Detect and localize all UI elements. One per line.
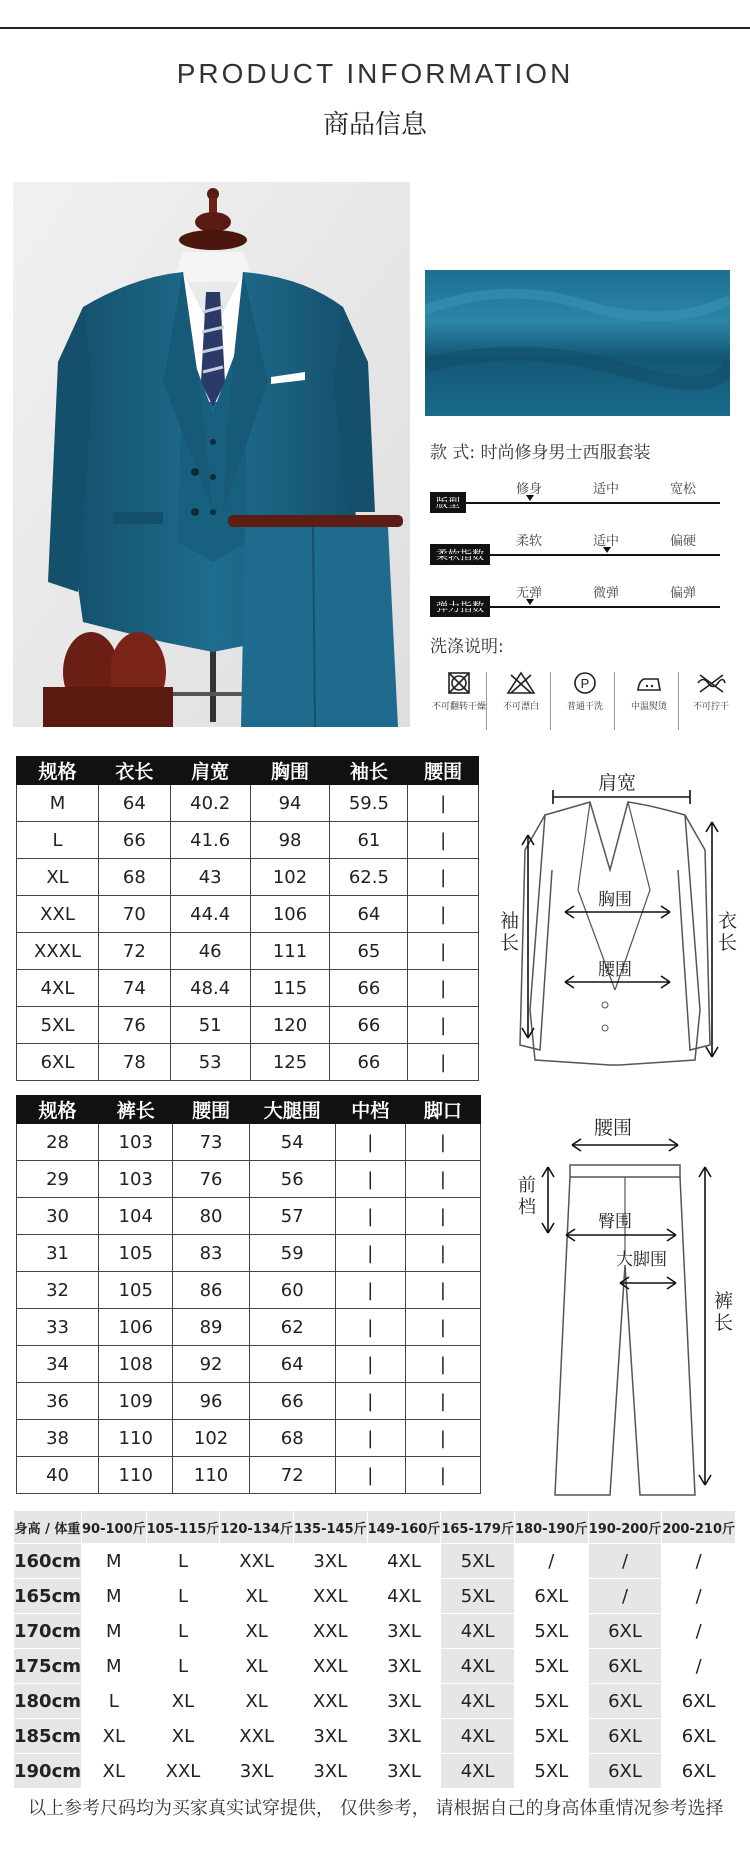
table-cell: 105 (99, 1235, 173, 1272)
table-row (17, 1309, 481, 1346)
table-cell: XL (17, 859, 99, 896)
table-cell: 102 (250, 859, 330, 896)
table-cell: 103 (99, 1161, 173, 1198)
table-cell: 6XL (588, 1614, 662, 1649)
column-header: 肩宽 (170, 757, 250, 785)
table-cell: 4XL (17, 970, 99, 1007)
table-cell: | (335, 1198, 405, 1235)
table-cell: 110 (99, 1457, 173, 1494)
table-row (17, 1272, 481, 1309)
product-photo (13, 182, 410, 727)
meter-selected-marker (526, 599, 534, 605)
column-header: 规格 (17, 757, 99, 785)
meter-option: 适中 (593, 534, 620, 549)
table-cell: | (405, 1420, 480, 1457)
table-cell: / (662, 1614, 736, 1649)
table-cell: 6XL (588, 1649, 662, 1684)
table-cell: 74 (99, 970, 171, 1007)
column-header: 胸围 (250, 757, 330, 785)
table-cell: XXL (220, 1719, 294, 1754)
table-cell: | (335, 1383, 405, 1420)
table-row (17, 896, 479, 933)
table-cell: / (662, 1649, 736, 1684)
table-cell: 5XL (441, 1544, 515, 1579)
wash-label: 不可漂白 (502, 702, 539, 712)
meter-option: 微弹 (593, 586, 620, 601)
column-header: 90-100斤 (82, 1511, 147, 1544)
product-info (430, 438, 740, 463)
table-cell: M (17, 785, 99, 822)
table-cell: 6XL (17, 1044, 99, 1081)
waist-label: 腰围 (598, 960, 632, 980)
table-cell: 4XL (441, 1754, 515, 1789)
table-cell: XXL (293, 1684, 367, 1719)
table-cell: 4XL (441, 1719, 515, 1754)
row-header: 180cm (14, 1684, 82, 1719)
table-cell: | (408, 1044, 479, 1081)
table-cell: / (662, 1579, 736, 1614)
wash-item (680, 670, 742, 713)
table-cell: 28 (17, 1124, 99, 1161)
row-header: 185cm (14, 1719, 82, 1754)
column-header: 衣长 (99, 757, 171, 785)
column-header: 149-160斤 (367, 1511, 441, 1544)
table-row (17, 822, 479, 859)
table-cell: 6XL (514, 1579, 588, 1614)
style-value: 时尚修身男士西服套装 (480, 443, 651, 463)
table-row (17, 933, 479, 970)
table-cell: 48.4 (170, 970, 250, 1007)
wash-label: 不可拧干 (692, 702, 729, 712)
meter-line (430, 554, 720, 556)
table-cell: XL (220, 1649, 294, 1684)
table-cell: | (408, 1007, 479, 1044)
wash-instructions (428, 670, 740, 732)
table-cell: 3XL (367, 1719, 441, 1754)
table-cell: | (335, 1346, 405, 1383)
table-cell: M (82, 1544, 147, 1579)
table-cell: XXL (17, 896, 99, 933)
chest-label: 胸围 (598, 890, 632, 910)
column-header: 165-179斤 (441, 1511, 515, 1544)
table-cell: | (405, 1235, 480, 1272)
table-cell: 70 (99, 896, 171, 933)
table-cell: 76 (99, 1007, 171, 1044)
table-cell: 62.5 (330, 859, 408, 896)
table-cell: | (405, 1346, 480, 1383)
no-wring-icon (695, 670, 727, 696)
table-cell: | (408, 785, 479, 822)
meter-option: 偏硬 (670, 534, 697, 549)
sizing-note: 以上参考尺码均为买家真实试穿提供， 仅供参考， 请根据自己的身高体重情况参考选择 (28, 1798, 724, 1819)
wash-item (618, 670, 680, 713)
table-cell: XL (220, 1579, 294, 1614)
meter-selected-marker (603, 547, 611, 553)
wash-item (554, 670, 616, 713)
table-cell: 33 (17, 1309, 99, 1346)
table-cell: 5XL (441, 1579, 515, 1614)
table-cell: 92 (173, 1346, 249, 1383)
table-cell: 3XL (367, 1754, 441, 1789)
column-header: 105-115斤 (146, 1511, 220, 1544)
table-cell: XXL (220, 1544, 294, 1579)
table-cell: | (335, 1420, 405, 1457)
table-cell: 57 (249, 1198, 335, 1235)
table-cell: 66 (330, 1007, 408, 1044)
table-cell: 64 (99, 785, 171, 822)
jacket-diagram (490, 760, 740, 1070)
meter-option: 适中 (593, 482, 620, 497)
table-cell: / (588, 1579, 662, 1614)
table-cell: XL (82, 1719, 147, 1754)
pants-diagram (510, 1105, 740, 1500)
wash-label: 不可翻转干燥 (431, 702, 486, 712)
table-cell: 125 (250, 1044, 330, 1081)
table-cell: 86 (173, 1272, 249, 1309)
table-cell: L (17, 822, 99, 859)
column-header: 身高 / 体重 (14, 1511, 82, 1544)
height-weight-reference-table (13, 1510, 736, 1789)
table-header-row (17, 1096, 481, 1124)
column-header: 裤长 (99, 1096, 173, 1124)
table-cell: / (514, 1544, 588, 1579)
wash-label: 中温熨烫 (630, 702, 667, 712)
wash-separator (678, 672, 679, 730)
table-cell: 66 (99, 822, 171, 859)
table-cell: | (405, 1161, 480, 1198)
meter-option: 偏弹 (670, 586, 697, 601)
shoulder-label: 肩宽 (598, 772, 637, 794)
wash-separator (486, 672, 487, 730)
table-row (17, 859, 479, 896)
table-cell: M (82, 1649, 147, 1684)
table-cell: | (405, 1198, 480, 1235)
table-cell: 30 (17, 1198, 99, 1235)
table-cell: 41.6 (170, 822, 250, 859)
column-header: 规格 (17, 1096, 99, 1124)
table-cell: 6XL (588, 1684, 662, 1719)
table-cell: 106 (250, 896, 330, 933)
table-cell: 59 (249, 1235, 335, 1272)
table-cell: | (335, 1309, 405, 1346)
table-row (17, 1007, 479, 1044)
table-row (14, 1684, 736, 1719)
table-cell: 103 (99, 1124, 173, 1161)
column-header: 腰围 (408, 757, 479, 785)
style-label: 款 式: (430, 443, 476, 463)
table-cell: 80 (173, 1198, 249, 1235)
table-row (17, 1124, 481, 1161)
length-label: 衣长 (718, 910, 738, 954)
table-cell: | (408, 822, 479, 859)
table-cell: 5XL (17, 1007, 99, 1044)
table-cell: 40.2 (170, 785, 250, 822)
row-header: 175cm (14, 1649, 82, 1684)
table-row (14, 1719, 736, 1754)
table-cell: XXL (293, 1579, 367, 1614)
table-row (17, 1457, 481, 1494)
table-cell: 44.4 (170, 896, 250, 933)
table-cell: 66 (249, 1383, 335, 1420)
table-cell: M (82, 1579, 147, 1614)
page-title-en: PRODUCT INFORMATION (176, 58, 574, 89)
table-cell: XL (146, 1684, 220, 1719)
table-row (17, 1161, 481, 1198)
table-cell: L (146, 1614, 220, 1649)
table-header-row (14, 1511, 736, 1544)
table-cell: 56 (249, 1161, 335, 1198)
table-cell: 120 (250, 1007, 330, 1044)
jacket-size-table (16, 756, 479, 1081)
table-cell: 65 (330, 933, 408, 970)
table-cell: 31 (17, 1235, 99, 1272)
table-cell: 94 (250, 785, 330, 822)
table-cell: 53 (170, 1044, 250, 1081)
meter-option: 无弹 (516, 586, 543, 601)
table-cell: 106 (99, 1309, 173, 1346)
meter-option: 宽松 (670, 482, 697, 497)
table-row (14, 1614, 736, 1649)
table-row (17, 1383, 481, 1420)
meter-line (430, 606, 720, 608)
table-cell: 89 (173, 1309, 249, 1346)
table-cell: 6XL (588, 1754, 662, 1789)
table-cell: XL (82, 1754, 147, 1789)
table-cell: L (82, 1684, 147, 1719)
table-cell: 59.5 (330, 785, 408, 822)
table-cell: / (662, 1544, 736, 1579)
table-cell: 5XL (514, 1684, 588, 1719)
rise-label: 前档 (518, 1175, 536, 1218)
wash-separator (550, 672, 551, 730)
table-cell: 3XL (367, 1614, 441, 1649)
table-row (17, 785, 479, 822)
column-header: 180-190斤 (514, 1511, 588, 1544)
table-cell: 110 (173, 1457, 249, 1494)
table-cell: 3XL (293, 1754, 367, 1789)
table-cell: 3XL (367, 1684, 441, 1719)
table-cell: 61 (330, 822, 408, 859)
table-cell: 54 (249, 1124, 335, 1161)
table-cell: 108 (99, 1346, 173, 1383)
table-cell: 111 (250, 933, 330, 970)
column-header: 袖长 (330, 757, 408, 785)
row-header: 190cm (14, 1754, 82, 1789)
table-cell: 32 (17, 1272, 99, 1309)
table-cell: 115 (250, 970, 330, 1007)
table-cell: 36 (17, 1383, 99, 1420)
table-cell: 102 (173, 1420, 249, 1457)
table-cell: 105 (99, 1272, 173, 1309)
waist-label: 腰围 (594, 1117, 633, 1139)
column-header: 腰围 (173, 1096, 249, 1124)
table-cell: XL (146, 1719, 220, 1754)
table-row (14, 1754, 736, 1789)
table-cell: 5XL (514, 1614, 588, 1649)
length-label: 裤长 (714, 1290, 734, 1334)
table-cell: 46 (170, 933, 250, 970)
table-cell: 4XL (441, 1684, 515, 1719)
table-cell: 72 (99, 933, 171, 970)
table-cell: L (146, 1544, 220, 1579)
table-cell: | (335, 1161, 405, 1198)
table-cell: XXL (293, 1614, 367, 1649)
hip-label: 臀围 (598, 1212, 632, 1232)
thigh-label: 大脚围 (616, 1250, 667, 1270)
table-cell: 64 (249, 1346, 335, 1383)
table-row (17, 1420, 481, 1457)
table-cell: 3XL (293, 1544, 367, 1579)
table-row (17, 1044, 479, 1081)
table-row (14, 1579, 736, 1614)
table-cell: | (408, 859, 479, 896)
row-header: 160cm (14, 1544, 82, 1579)
table-cell: 51 (170, 1007, 250, 1044)
meter-softness (430, 530, 720, 570)
sleeve-label: 袖长 (500, 910, 520, 954)
meter-option: 柔软 (516, 534, 543, 549)
meters (430, 478, 730, 618)
fabric-swatch (425, 270, 730, 416)
table-cell: 98 (250, 822, 330, 859)
table-cell: 72 (249, 1457, 335, 1494)
table-cell: 5XL (514, 1719, 588, 1754)
table-cell: 4XL (367, 1544, 441, 1579)
column-header: 135-145斤 (293, 1511, 367, 1544)
table-cell: 40 (17, 1457, 99, 1494)
style-row (430, 438, 740, 463)
table-cell: 6XL (662, 1719, 736, 1754)
pants-outline-diagram (510, 1105, 740, 1500)
table-cell: 66 (330, 1044, 408, 1081)
column-header: 脚口 (405, 1096, 480, 1124)
column-header: 大腿围 (249, 1096, 335, 1124)
table-cell: L (146, 1579, 220, 1614)
table-cell: | (335, 1457, 405, 1494)
wash-item (490, 670, 552, 713)
table-cell: 29 (17, 1161, 99, 1198)
table-cell: 3XL (367, 1649, 441, 1684)
wash-title: 洗涤说明: (430, 637, 504, 657)
table-cell: 6XL (662, 1684, 736, 1719)
table-cell: | (405, 1457, 480, 1494)
iron-medium-icon (634, 670, 664, 696)
table-cell: 68 (249, 1420, 335, 1457)
table-cell: 6XL (588, 1719, 662, 1754)
table-row (14, 1544, 736, 1579)
table-cell: 96 (173, 1383, 249, 1420)
table-cell: | (408, 933, 479, 970)
table-row (17, 1198, 481, 1235)
table-cell: XXL (293, 1649, 367, 1684)
table-cell: 34 (17, 1346, 99, 1383)
no-tumble-dry-icon (446, 670, 472, 696)
table-cell: XXL (146, 1754, 220, 1789)
table-row (17, 970, 479, 1007)
meter-fit (430, 478, 720, 518)
table-cell: 60 (249, 1272, 335, 1309)
table-cell: 4XL (441, 1614, 515, 1649)
table-cell: | (408, 970, 479, 1007)
table-cell: 43 (170, 859, 250, 896)
table-cell: | (408, 896, 479, 933)
table-cell: | (335, 1235, 405, 1272)
wash-label: 普通干洗 (566, 702, 603, 712)
table-cell: 66 (330, 970, 408, 1007)
table-cell: 6XL (662, 1754, 736, 1789)
table-cell: | (405, 1272, 480, 1309)
table-cell: 5XL (514, 1649, 588, 1684)
table-row (17, 1235, 481, 1272)
row-header: 170cm (14, 1614, 82, 1649)
table-cell: 62 (249, 1309, 335, 1346)
table-cell: 83 (173, 1235, 249, 1272)
wash-separator (614, 672, 615, 730)
table-cell: 104 (99, 1198, 173, 1235)
no-bleach-icon (506, 670, 536, 696)
table-cell: 4XL (441, 1649, 515, 1684)
table-row (14, 1649, 736, 1684)
table-cell: 5XL (514, 1754, 588, 1789)
table-cell: 109 (99, 1383, 173, 1420)
top-divider (0, 27, 750, 29)
table-cell: 4XL (367, 1579, 441, 1614)
table-cell: 3XL (293, 1719, 367, 1754)
row-header: 165cm (14, 1579, 82, 1614)
meter-elasticity (430, 582, 720, 622)
table-cell: L (146, 1649, 220, 1684)
column-header: 200-210斤 (662, 1511, 736, 1544)
meter-option: 修身 (516, 482, 543, 497)
table-cell: 76 (173, 1161, 249, 1198)
table-cell: 78 (99, 1044, 171, 1081)
column-header: 120-134斤 (220, 1511, 294, 1544)
column-header: 190-200斤 (588, 1511, 662, 1544)
svg-text:P: P (580, 676, 590, 691)
table-cell: 110 (99, 1420, 173, 1457)
table-cell: | (405, 1383, 480, 1420)
table-header-row (17, 757, 479, 785)
table-cell: XL (220, 1614, 294, 1649)
table-cell: | (405, 1124, 480, 1161)
table-cell: | (405, 1309, 480, 1346)
column-header: 中档 (335, 1096, 405, 1124)
table-cell: 3XL (220, 1754, 294, 1789)
table-cell: M (82, 1614, 147, 1649)
table-cell: XXXL (17, 933, 99, 970)
table-cell: 38 (17, 1420, 99, 1457)
table-cell: / (588, 1544, 662, 1579)
wash-item (428, 670, 490, 713)
dry-clean-icon (572, 670, 598, 696)
table-cell: XL (220, 1684, 294, 1719)
jacket-outline-diagram (490, 760, 740, 1070)
table-cell: | (335, 1272, 405, 1309)
meter-selected-marker (526, 495, 534, 501)
table-cell: 73 (173, 1124, 249, 1161)
table-cell: 68 (99, 859, 171, 896)
page-title-cn: 商品信息 (322, 110, 427, 140)
table-cell: 64 (330, 896, 408, 933)
table-row (17, 1346, 481, 1383)
meter-line (430, 502, 720, 504)
pants-size-table (16, 1095, 481, 1494)
table-cell: | (335, 1124, 405, 1161)
